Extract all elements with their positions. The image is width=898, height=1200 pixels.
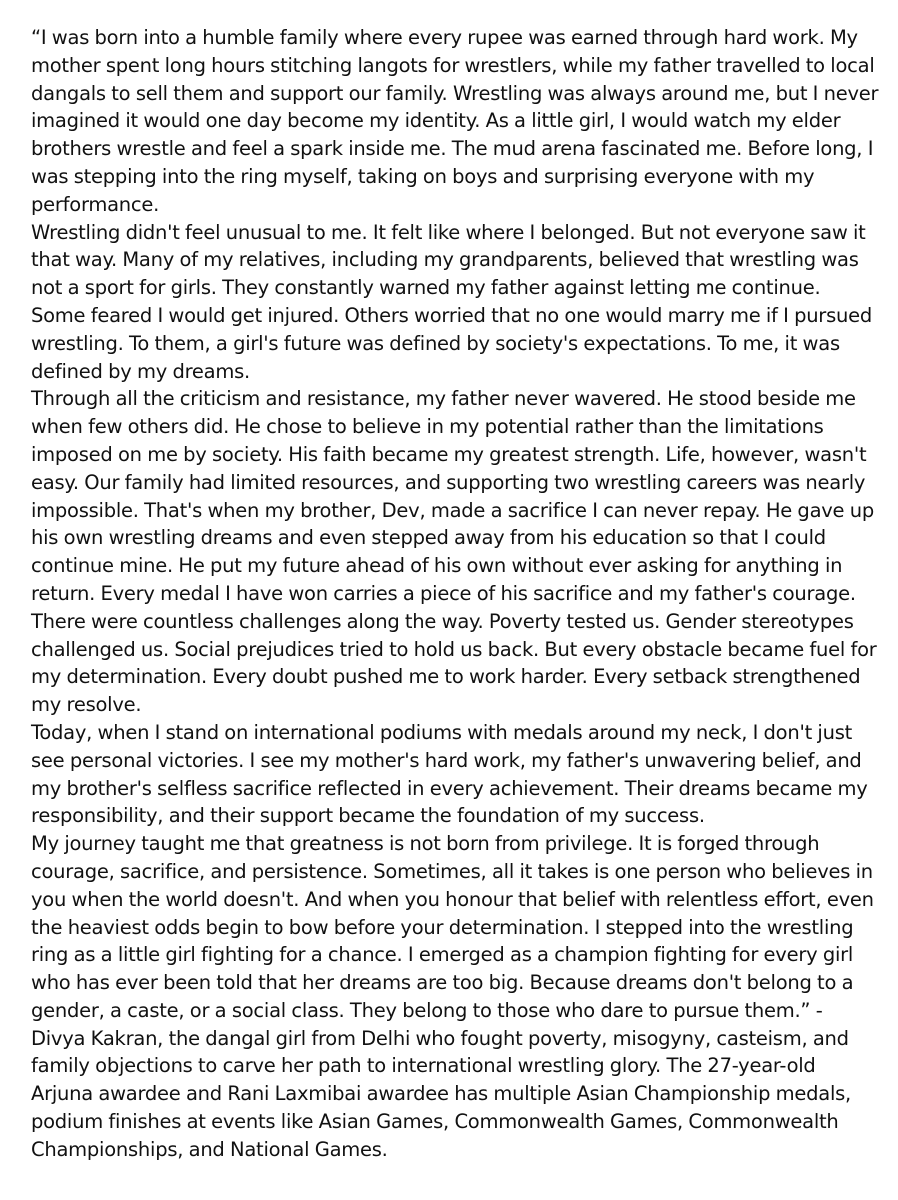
paragraph-3: Through all the criticism and resistance, my father never wavered. He stood beside me when few others did. He chose to believe in my potential rather than the limitations imposed on me by society. His faith became my greatest strength. Life, however, wasn't easy. Our family had limited resources, and supporting two wrestling careers was nearly impossible. That's when my brother, Dev, made a sacrifice I can never repay. He gave up his own wrestling dreams and even stepped away from his education so that I could continue mine. He put my future ahead of his own without ever asking for anything in return. Every medal I have won carries a piece of his sacrifice and my father's courage. There were countless challenges along the way. Poverty tested us. Gender stereotypes challenged us. Social prejudices tried to hold us back. But every obstacle became fuel for my determination. Every doubt pushed me to work harder. Every setback strengthened my resolve. [31, 387, 877, 717]
document-body [31, 24, 879, 1164]
paragraph-4: Today, when I stand on international podiums with medals around my neck, I don't just see personal victories. I see my mother's hard work, my father's unwavering belief, and my brother's selfless sacrifice reflected in every achievement. Their dreams became my responsibility, and their support became the foundation of my success. [31, 720, 868, 828]
paragraph-5: My journey taught me that greatness is not born from privilege. It is forged through courage, sacrifice, and persistence. Sometimes, all it takes is one person who believes in you when the world doesn't. And when you honour that belief with relentless effort, even the heaviest odds begin to bow before your determination. I stepped into the wrestling ring as a little girl fighting for a chance. I emerged as a champion fighting for every girl who has ever been told that her dreams are too big. Because dreams don't belong to a gender, a caste, or a social class. They belong to those who dare to pursue them.” - Divya Kakran, the dangal girl from Delhi who fought poverty, misogyny, casteism, and family objections to carve her path to international wrestling glory. The 27-year-old Arjuna awardee and Rani Laxmibai awardee has multiple Asian Championship medals, podium finishes at events like Asian Games, Commonwealth Games, Commonwealth Championships, and National Games. [31, 832, 874, 1161]
paragraph-1: “I was born into a humble family where every rupee was earned through hard work. My mother spent long hours stitching langots for wrestlers, while my father travelled to local dangals to sell them and support our family. Wrestling was always around me, but I never imagined it would one day become my identity. As a little girl, I would watch my elder brothers wrestle and feel a spark inside me. The mud arena fascinated me. Before long, I was stepping into the ring myself, taking on boys and surprising everyone with my performance. [31, 26, 879, 216]
paragraph-2: Wrestling didn't feel unusual to me. It felt like where I belonged. But not everyone saw it that way. Many of my relatives, including my grandparents, believed that wrestling was not a sport for girls. They constantly warned my father against letting me continue. Some feared I would get injured. Others worried that no one would marry me if I pursued wrestling. To them, a girl's future was defined by society's expectations. To me, it was defined by my dreams. [31, 220, 872, 383]
